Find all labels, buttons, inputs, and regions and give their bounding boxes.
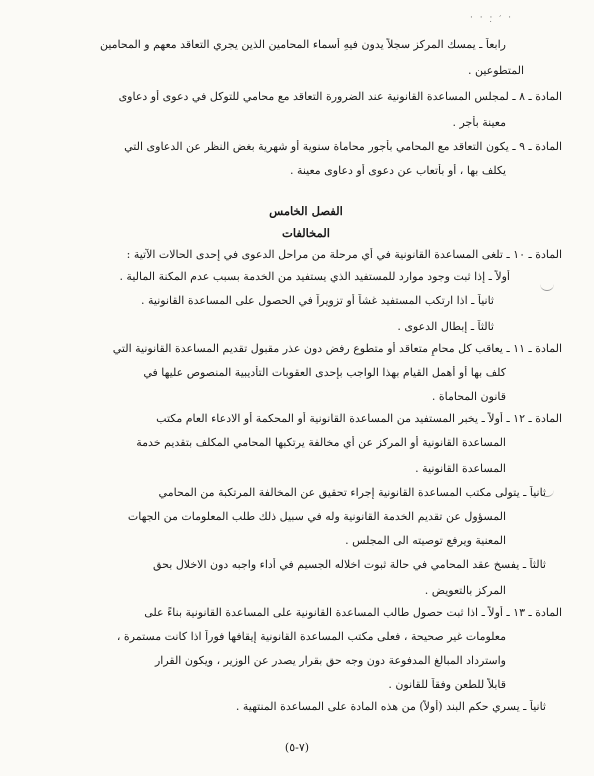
margin-hole-mark [540,282,554,291]
article-8-line: المادة ـ ٨ ـ لمجلس المساعدة القانونية عند الضرورة التعاقد مع محامي للتوكل في دعوى أو دعاوى [118,90,562,103]
article-11-line: المادة ـ ١١ ـ يعاقب كل محامٍ متعاقد أو متطوع رفض دون عذر مقبول تقديم المساعدة القانونية التي [112,342,562,355]
text-line: المساعدة القانونية أو المركز عن أي مخالفة يرتكبها المحامي المكلف بتقديم خدمة [136,436,506,449]
section-heading: المخالفات [282,226,330,240]
text-line: المسؤول عن تقديم الخدمة القانونية وله في سبيل ذلك طلب المعلومات من الجهات [127,510,506,523]
text-line: المتطوعين . [467,64,524,77]
text-line: كلف بها أو أهمل القيام بهذا الواجب بإحدى العقوبات التأديبية المنصوص عليها في [143,366,506,379]
text-line: المعنية ويرفع توصيته الى المجلس . [345,534,506,547]
text-line: قابلاً للطعن وفقاً للقانون . [388,678,506,691]
text-line: ثانياً ـ يتولى مكتب المساعدة القانونية إجراء تحقيق عن المخالفة المرتكبة من المحامي [158,486,546,499]
text-line: ثالثاً ـ يفسخ عقد المحامي في حالة ثبوت اخلاله الجسيم في أداء واجبه دون الاخلال بحق [152,558,546,571]
text-line: واسترداد المبالغ المدفوعة دون وجه حق بقرار يصدر عن الوزير ، ويكون القرار [154,654,506,667]
text-line: معلومات غير صحيحة ، فعلى مكتب المساعدة القانونية إيقافها فوراً اذا كانت مستمرة ، [116,630,506,643]
text-line: رابعاً ـ يمسك المركز سجلاً يدون فيهِ أسماء المحامين الذين يجري التعاقد معهم و المحامين [99,38,506,51]
scan-artifact: · · ·̣ ׳ · [470,13,513,23]
text-line: يكلف بها ، أو بأتعاب عن دعوى أو دعاوى معينة . [289,164,506,177]
article-13-line: المادة ـ ١٣ ـ أولاً ـ اذا ثبت حصول طالب المساعدة القانونية على المساعدة القانونية بناءً على [144,606,562,619]
article-9-line: المادة ـ ٩ ـ يكون التعاقد مع المحامي بأجور محاماة سنوية أو شهرية بغض النظر عن الدعاوى التي [124,140,562,153]
text-line: ثانياً ـ يسري حكم البند (أولاً) من هذه المادة على المساعدة المنتهية . [235,700,546,713]
document-body [88,38,562,714]
text-line: ثالثاً ـ إبطال الدعوى . [397,320,494,333]
text-line: ثانياً ـ اذا ارتكب المستفيد غشاً أو تزويراً في الحصول على المساعدة القانونية . [140,294,494,307]
text-line: معينة بأجر . [452,116,506,129]
text-line: المساعدة القانونية . [415,462,506,475]
article-12-line: المادة ـ ١٢ ـ أولاً ـ يخبر المستفيد من المساعدة القانونية أو المحكمة أو الادعاء العام مكتب [156,412,562,425]
page-number: (٧-٥) [284,741,310,754]
text-line: المركز بالتعويض . [424,584,506,597]
text-line: قانون المحاماة . [431,390,506,403]
article-10-line: المادة ـ ١٠ ـ تلغى المساعدة القانونية في أي مرحلة من مراحل الدعوى في إحدى الحالات الآتية : [126,248,562,261]
text-line: أولاً ـ إذا ثبت وجود موارد للمستفيد الذي يستفيد من الخدمة بسبب عدم المكنة المالية . [119,270,510,283]
chapter-heading: الفصل الخامس [269,204,343,218]
